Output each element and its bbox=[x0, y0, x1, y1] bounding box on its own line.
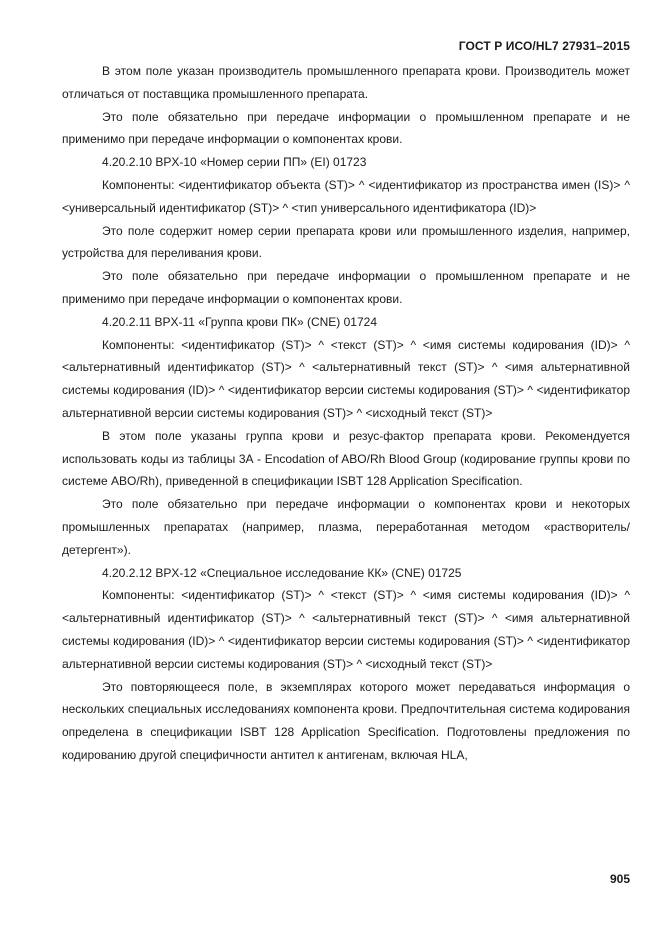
paragraph: Компоненты: <идентификатор объекта (ST)> ^ <идентификатор из пространства имен (IS)> ^ <универсальный идентификатор (ST)> ^ <тип универсального идентификатора (ID)> bbox=[62, 177, 630, 215]
paragraph: Компоненты: <идентификатор (ST)> ^ <текст (ST)> ^ <имя системы кодирования (ID)> ^ <альтернативный идентификатор (ST)> ^ <альтернативный текст (ST)> ^ <имя альтернативной системы кодирования (ID)> ^ <идентификатор версии системы кодирования (ST)> ^ <идентификатор альтернативной версии системы кодирования (ST)> ^ <исходный текст (ST)> bbox=[62, 337, 630, 420]
document-body bbox=[62, 60, 630, 767]
document-header: ГОСТ Р ИСО/HL7 27931–2015 bbox=[458, 39, 630, 53]
paragraph: Это поле обязательно при передаче информации о компонентах крови и некоторых промышленных препаратах (например, плазма, переработанная методом «растворитель/детергент»). bbox=[62, 497, 630, 557]
paragraph: Это поле обязательно при передаче информации о промышленном препарате и не применимо при передаче информации о компонентах крови. bbox=[62, 109, 630, 147]
paragraph: В этом поле указан производитель промышленного препарата крови. Производитель может отличаться от поставщика промышленного препарата. bbox=[62, 64, 630, 101]
paragraph: Это поле обязательно при передаче информации о промышленном препарате и не применимо при передаче информации о компонентах крови. bbox=[62, 269, 630, 306]
page-number: 905 bbox=[609, 872, 630, 886]
section-heading: 4.20.2.10 BPX-10 «Номер серии ПП» (EI) 01723 bbox=[102, 155, 367, 170]
paragraph: Компоненты: <идентификатор (ST)> ^ <текст (ST)> ^ <имя системы кодирования (ID)> ^ <альтернативный идентификатор (ST)> ^ <альтернативный текст (ST)> ^ <имя альтернативной системы кодирования (ID)> ^ <идентификатор версии системы кодирования (ST)> ^ <идентификатор альтернативной версии системы кодирования (ST)> ^ <исходный текст (ST)> bbox=[62, 588, 630, 671]
section-heading: 4.20.2.12 BPX-12 «Специальное исследование КК» (CNE) 01725 bbox=[102, 565, 462, 580]
paragraph: Это поле содержит номер серии препарата крови или промышленного изделия, например, устройства для переливания крови. bbox=[62, 223, 630, 261]
section-heading: 4.20.2.11 BPX-11 «Группа крови ПК» (CNE) 01724 bbox=[102, 314, 377, 329]
paragraph: Это повторяющееся поле, в экземплярах которого может передаваться информация о нескольких специальных исследованиях компонента крови. Предпочтительная система кодирования определена в спецификации ISBT 128 Application Specification. Подготовлены предложения по кодированию другой специфичности антител к антигенам, включая HLA, bbox=[62, 679, 630, 762]
paragraph: В этом поле указаны группа крови и резус-фактор препарата крови. Рекомендуется использовать коды из таблицы 3А - Encodation of ABO/Rh Blood Group (кодирование группы крови по системе ABO/Rh), приведенной в спецификации ISBT 128 Application Specification. bbox=[62, 428, 630, 489]
